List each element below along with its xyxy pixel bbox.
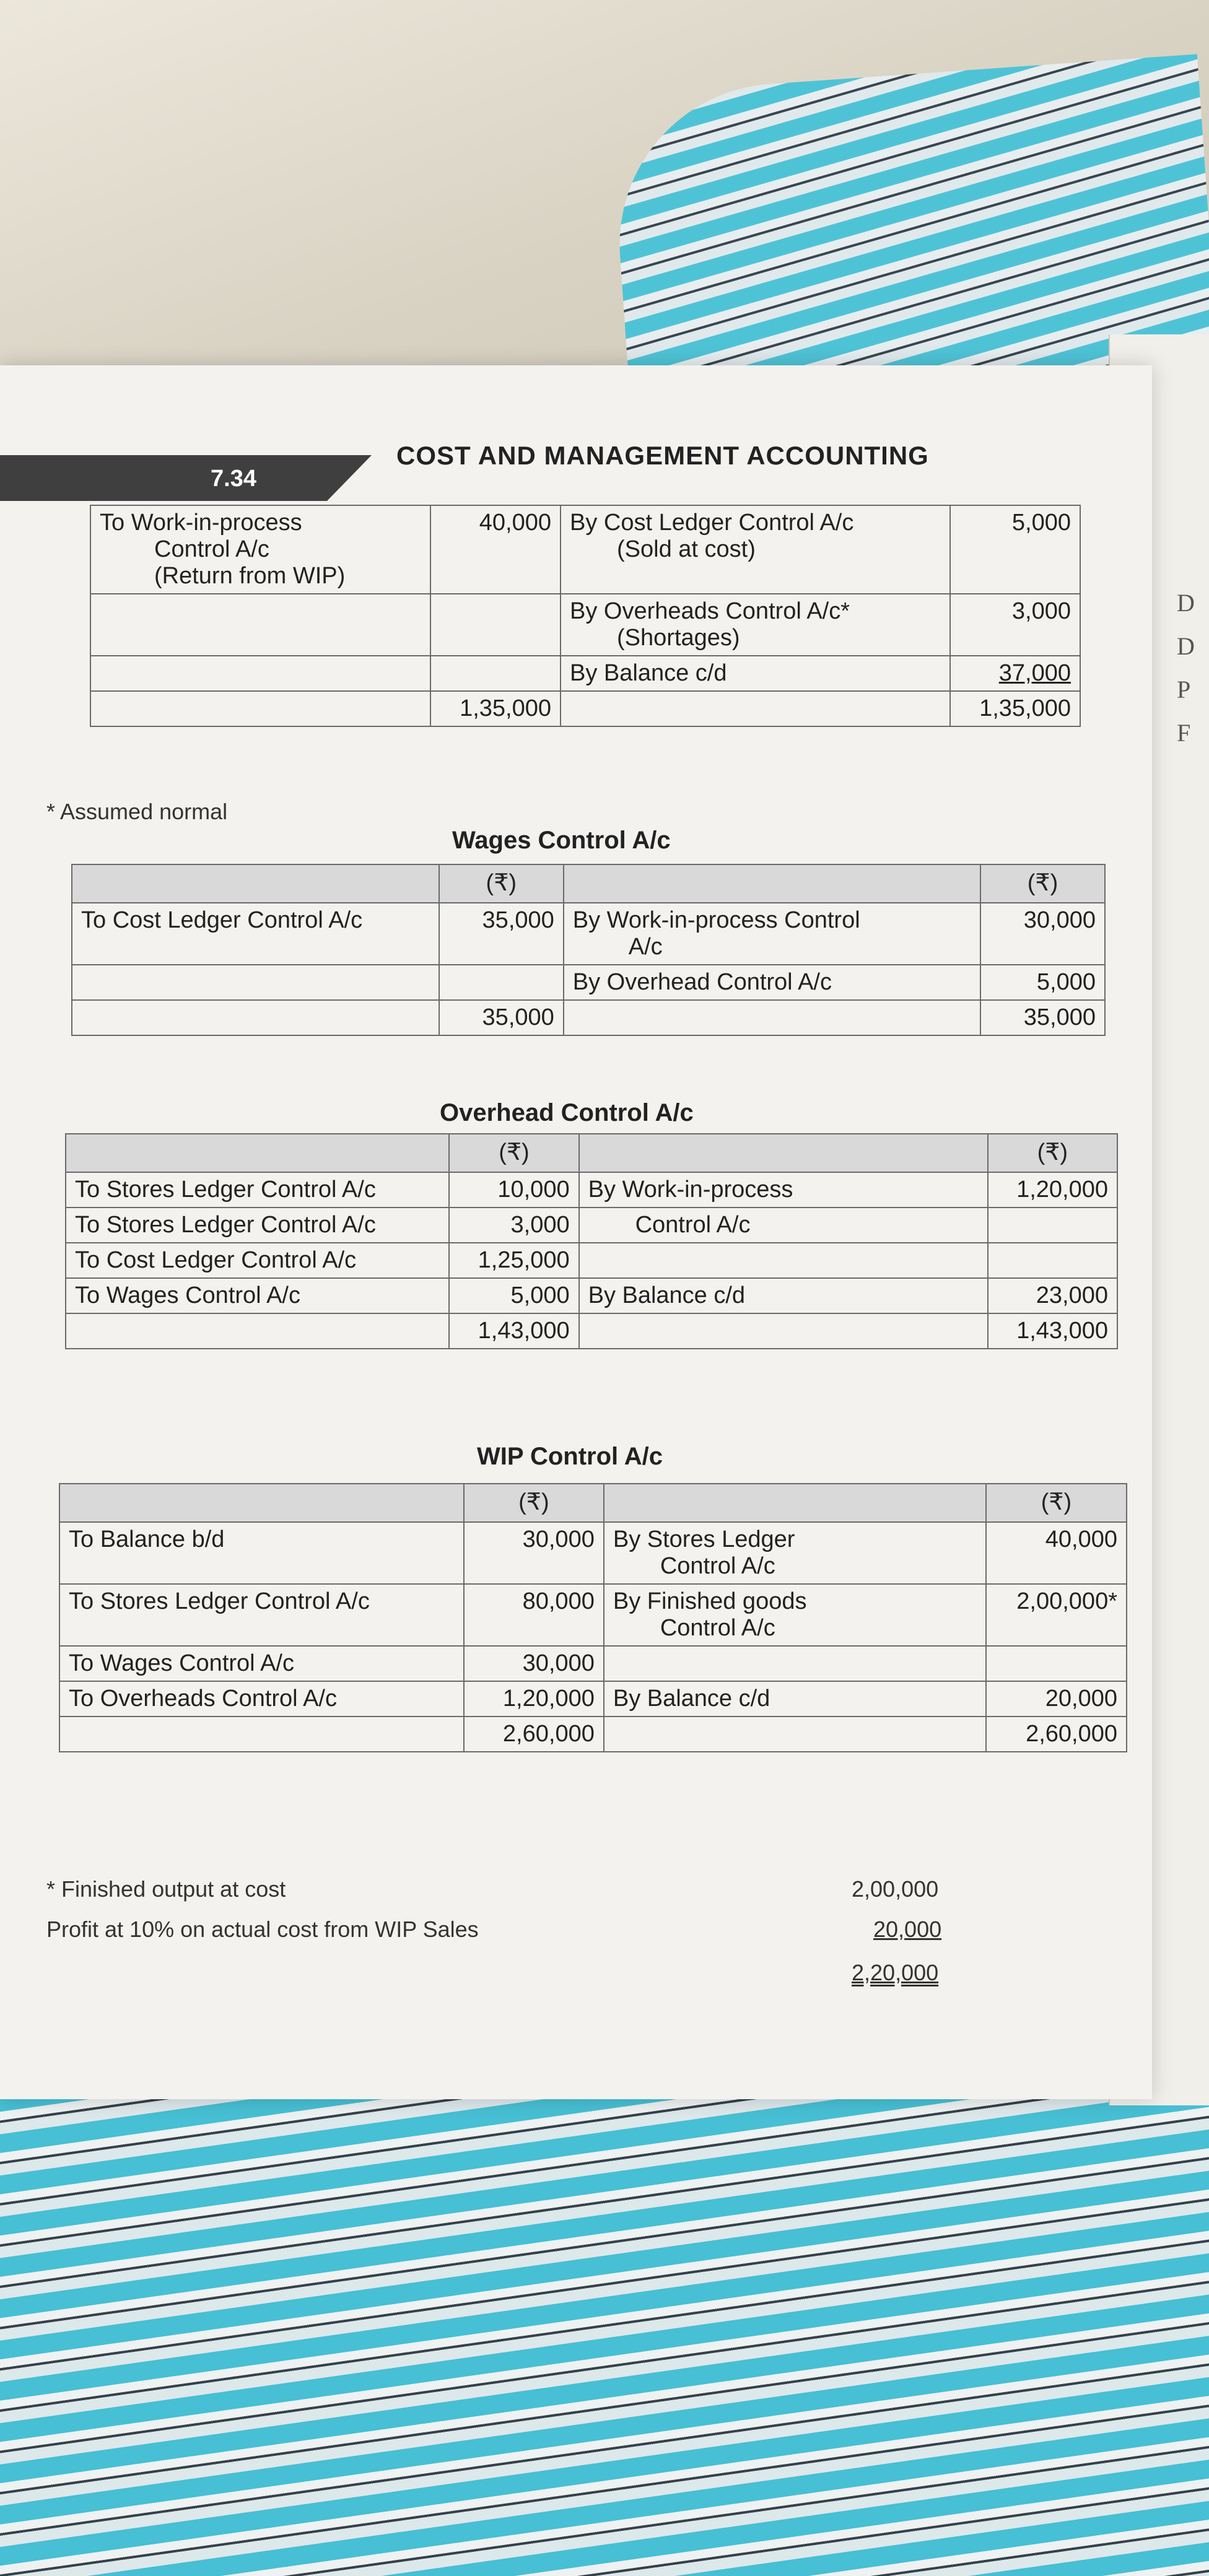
credit-total: 1,43,000 — [988, 1313, 1117, 1349]
debit-particulars: To Balance b/d — [59, 1522, 464, 1584]
side-letter: D — [1177, 589, 1195, 617]
debit-particulars: To Wages Control A/c — [59, 1646, 464, 1681]
credit-amount: 23,000 — [988, 1278, 1117, 1313]
debit-amount: 35,000 — [439, 903, 564, 965]
wip-control-table: (₹) (₹) To Balance b/d 30,000 By Stores Ledger Control A/c 40,000 To Stores Ledger Control A/c 80,000 By Finished goods Control A/c 2,00,000* To Wages Control A/c 30,000 To Overheads Control A/c 1,20,000 By Balance c/d 20,000 2,60,000 2,60,000 — [59, 1483, 1127, 1752]
credit-particulars: By Stores Ledger Control A/c — [604, 1522, 986, 1584]
credit-particulars: By Balance c/d — [561, 656, 950, 691]
credit-amount: 2,00,000* — [986, 1584, 1127, 1646]
side-letter: P — [1177, 676, 1191, 703]
credit-particulars: By Work-in-process — [579, 1172, 988, 1208]
debit-particulars: To Cost Ledger Control A/c — [66, 1243, 449, 1278]
credit-total: 35,000 — [980, 1000, 1105, 1035]
overhead-title: Overhead Control A/c — [440, 1099, 694, 1126]
debit-amount: 1,20,000 — [464, 1681, 604, 1717]
debit-total: 2,60,000 — [464, 1717, 604, 1752]
page-title: COST AND MANAGEMENT ACCOUNTING — [396, 441, 929, 470]
debit-amount: 1,25,000 — [449, 1243, 578, 1278]
note-profit-amount: 20,000 — [873, 1917, 942, 1942]
note-total-amount: 2,20,000 — [852, 1960, 939, 1985]
credit-total: 1,35,000 — [950, 691, 1080, 726]
credit-amount: 20,000 — [986, 1681, 1127, 1717]
credit-amount: 37,000 — [950, 656, 1080, 691]
debit-particulars: To Wages Control A/c — [66, 1278, 449, 1313]
page-number: 7.34 — [211, 466, 256, 492]
debit-total: 1,35,000 — [430, 691, 561, 726]
side-letter: F — [1177, 719, 1191, 747]
credit-particulars: By Balance c/d — [579, 1278, 988, 1313]
note-profit: Profit at 10% on actual cost from WIP Sales — [46, 1917, 479, 1942]
credit-amount: 3,000 — [950, 594, 1080, 656]
fabric-cloth-bottom — [0, 2093, 1209, 2576]
footnote-assumed: * Assumed normal — [46, 799, 228, 824]
credit-particulars: By Work-in-process Control A/c — [564, 903, 980, 965]
debit-amount: 40,000 — [430, 505, 561, 594]
credit-amount: 5,000 — [980, 965, 1105, 1000]
debit-amount: 80,000 — [464, 1584, 604, 1646]
debit-particulars: To Cost Ledger Control A/c — [72, 903, 439, 965]
note-finished-output: * Finished output at cost — [46, 1876, 286, 1902]
debit-particulars: To Stores Ledger Control A/c — [66, 1172, 449, 1208]
debit-amount: 30,000 — [464, 1522, 604, 1584]
wages-title: Wages Control A/c — [452, 827, 671, 854]
credit-total: 2,60,000 — [986, 1717, 1127, 1752]
debit-amount: 10,000 — [449, 1172, 578, 1208]
debit-amount: 5,000 — [449, 1278, 578, 1313]
credit-amount: 1,20,000 — [988, 1172, 1117, 1208]
header-band — [0, 455, 372, 501]
debit-particulars: To Stores Ledger Control A/c — [66, 1208, 449, 1243]
overhead-control-table: (₹) (₹) To Stores Ledger Control A/c 10,000 By Work-in-process 1,20,000 To Stores Ledger Control A/c 3,000 Control A/c To Cost Ledger Control A/c 1,25,000 To Wages Control A/c 5,000 By Balance c/d 23,000 1,43,000 1,43,000 — [65, 1133, 1118, 1349]
debit-total: 35,000 — [439, 1000, 564, 1035]
credit-particulars: By Cost Ledger Control A/c (Sold at cost) — [561, 505, 950, 594]
credit-particulars: By Balance c/d — [604, 1681, 986, 1717]
debit-particulars: To Work-in-process Control A/c (Return from WIP) — [90, 505, 430, 594]
credit-particulars: By Overhead Control A/c — [564, 965, 980, 1000]
debit-amount: 30,000 — [464, 1646, 604, 1681]
credit-amount: 5,000 — [950, 505, 1080, 594]
wages-control-table: (₹) (₹) To Cost Ledger Control A/c 35,000 By Work-in-process Control A/c 30,000 By Overhead Control A/c 5,000 35,000 35,000 — [71, 864, 1106, 1036]
debit-particulars: To Stores Ledger Control A/c — [59, 1584, 464, 1646]
side-letter: D — [1177, 632, 1195, 660]
debit-amount: 3,000 — [449, 1208, 578, 1243]
debit-total: 1,43,000 — [449, 1313, 578, 1349]
credit-particulars: By Finished goods Control A/c — [604, 1584, 986, 1646]
credit-amount: 40,000 — [986, 1522, 1127, 1584]
stores-ledger-table — [90, 505, 1081, 727]
credit-particulars: By Overheads Control A/c* (Shortages) — [561, 594, 950, 656]
credit-amount: 30,000 — [980, 903, 1105, 965]
wip-title: WIP Control A/c — [477, 1443, 663, 1470]
debit-particulars: To Overheads Control A/c — [59, 1681, 464, 1717]
note-finished-output-amount: 2,00,000 — [852, 1876, 939, 1902]
